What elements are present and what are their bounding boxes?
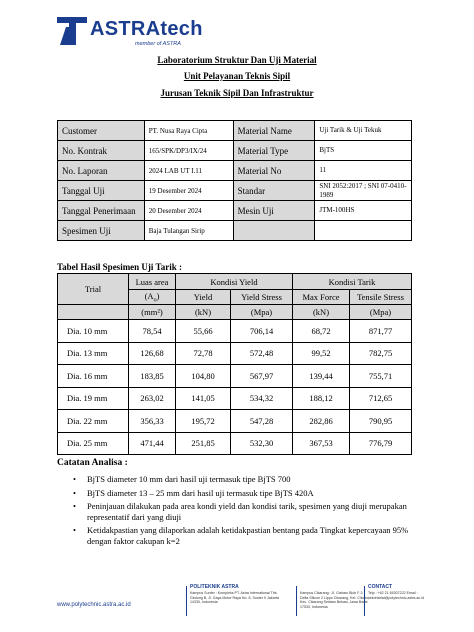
info-value: 11 — [315, 161, 412, 181]
cell-yield: 195,72 — [176, 410, 231, 433]
info-label: Spesimen Uji — [58, 221, 145, 241]
cell-yield-stress: 534,32 — [231, 387, 293, 410]
info-row — [58, 221, 412, 241]
info-table — [57, 120, 412, 241]
header-yield-group: Kondisi Yield — [176, 274, 293, 290]
cell-trial: Dia. 16 mm — [58, 365, 129, 388]
info-row — [58, 201, 412, 221]
info-label: Mesin Uji — [233, 201, 315, 221]
info-row — [58, 181, 412, 201]
bullet-icon: • — [73, 474, 76, 484]
cell-yield-stress: 567,97 — [231, 365, 293, 388]
cell-yield-stress: 572,48 — [231, 342, 293, 365]
info-row — [58, 121, 412, 141]
cell-max-force: 99,52 — [293, 342, 350, 365]
footer-cikarang — [300, 584, 370, 609]
header-unit-tensile-stress: (Mpa) — [350, 305, 412, 320]
footer-divider — [186, 586, 187, 616]
astratech-logo — [57, 14, 203, 48]
cell-area: 263,02 — [129, 387, 176, 410]
cell-tensile-stress: 776,79 — [350, 432, 412, 455]
header-area-label: Luas area — [135, 277, 169, 287]
info-value — [315, 221, 412, 241]
cell-yield: 72,78 — [176, 342, 231, 365]
note-text: Ketidakpastian yang dilaporkan adalah ketidakpastian bentang pada Tingkat kepercayaan 95% dengan faktor cakupan k=2 — [87, 525, 409, 546]
cell-yield: 141,05 — [176, 387, 231, 410]
notes-title: Catatan Analisa : — [57, 458, 128, 468]
list-item — [73, 488, 413, 499]
cell-yield: 104,80 — [176, 365, 231, 388]
cell-max-force: 367,53 — [293, 432, 350, 455]
cell-yield-stress: 706,14 — [231, 320, 293, 343]
header-area — [129, 274, 176, 290]
header-unit-yield: (kN) — [176, 305, 231, 320]
header-tensile-group: Kondisi Tarik — [293, 274, 412, 290]
area-symbol: (A — [144, 290, 154, 301]
unit-title: Unit Pelayanan Teknis Sipil — [183, 71, 291, 81]
cell-yield-stress: 547,28 — [231, 410, 293, 433]
header-trial: Trial — [58, 274, 129, 305]
list-item — [73, 525, 413, 546]
cell-tensile-stress: 755,71 — [350, 365, 412, 388]
cell-tensile-stress: 712,65 — [350, 387, 412, 410]
brand-name: ASTRAtech — [90, 18, 203, 40]
cell-tensile-stress: 790,95 — [350, 410, 412, 433]
info-label: Tanggal Penerimaan — [58, 201, 145, 221]
cell-area: 126,68 — [129, 342, 176, 365]
list-item — [73, 501, 413, 522]
cell-yield: 55,66 — [176, 320, 231, 343]
header-unit-yield-stress: (Mpa) — [231, 305, 293, 320]
info-value: 165/SPK/DP3/IX/24 — [144, 141, 233, 161]
table-row — [58, 432, 412, 455]
footer — [0, 584, 474, 632]
footer-contact-title: CONTACT — [368, 584, 393, 590]
bullet-icon: • — [73, 501, 76, 511]
cell-trial: Dia. 19 mm — [58, 387, 129, 410]
header-tensile-stress: Tensile Stress — [350, 290, 412, 305]
cell-tensile-stress: 871,77 — [350, 320, 412, 343]
info-value: 20 Desember 2024 — [144, 201, 233, 221]
info-label: Tanggal Uji — [58, 181, 145, 201]
lab-title: Laboratorium Struktur Dan Uji Material — [157, 55, 317, 65]
header-unit-max-force: (kN) — [293, 305, 350, 320]
cell-max-force: 188,12 — [293, 387, 350, 410]
note-text: Peninjauan dilakukan pada area kondi yield dan kondisi tarik, spesimen yang diuji merupakan representatif dari yang diuji — [87, 501, 407, 522]
footer-contact-text: Telp : +62 21 65307222 Email : sekretariat@polytechnic.astra.ac.id — [368, 591, 424, 600]
bullet-icon: • — [73, 487, 76, 498]
cell-area: 471,44 — [129, 432, 176, 455]
area-subscript: o — [153, 297, 157, 304]
area-close: ) — [156, 290, 160, 301]
info-label: No. Laporan — [58, 161, 145, 181]
cell-area: 356,33 — [129, 410, 176, 433]
info-value: BjTS — [315, 141, 412, 161]
info-label: Material Name — [233, 121, 315, 141]
info-label: Customer — [58, 121, 145, 141]
table-row — [58, 365, 412, 388]
department-title: Jurusan Teknik Sipil Dan Infrastruktur — [160, 88, 314, 98]
cell-area: 183,85 — [129, 365, 176, 388]
cell-trial: Dia. 25 mm — [58, 432, 129, 455]
footer-cikarang-spacer — [300, 584, 370, 591]
list-item — [73, 474, 413, 485]
results-table — [57, 273, 412, 455]
info-value: Baja Tulangan Sirip — [144, 221, 233, 241]
footer-divider — [296, 586, 297, 616]
info-value: Uji Tarik & Uji Tekuk — [315, 121, 412, 141]
cell-yield: 251,85 — [176, 432, 231, 455]
brand-tagline: member of ASTRA — [135, 41, 181, 47]
footer-cikarang-address: Kampus Cikarang : Jl. Gaharu Blok F-3 Delta Silicon 2 Lippo Cikarang, Kel. Cibatu, Kec. Cikarang Selatan Bekasi, Jawa Barat 17530, Indonesia — [300, 591, 369, 609]
cell-trial: Dia. 13 mm — [58, 342, 129, 365]
footer-url[interactable]: www.polytechnic.astra.ac.id — [57, 602, 131, 608]
info-label: No. Kontrak — [58, 141, 145, 161]
footer-contact — [368, 584, 438, 600]
info-value: 19 Desember 2024 — [144, 181, 233, 201]
header-area-symbol — [129, 290, 176, 305]
table-row — [58, 320, 412, 343]
info-label: Material No — [233, 161, 315, 181]
cell-max-force: 139,44 — [293, 365, 350, 388]
header-unit-trial — [58, 305, 129, 320]
results-table-title: Tabel Hasil Spesimen Uji Tarik : — [57, 262, 182, 272]
info-label — [233, 221, 315, 241]
note-text: BjTS diameter 10 mm dari hasil uji termasuk tipe BjTS 700 — [87, 474, 291, 484]
cell-max-force: 68,72 — [293, 320, 350, 343]
header-yield: Yield — [176, 290, 231, 305]
info-value: 2024 LAB UT I.11 — [144, 161, 233, 181]
notes-list — [73, 474, 413, 549]
footer-divider — [364, 586, 365, 616]
info-row — [58, 161, 412, 181]
bullet-icon: • — [73, 525, 76, 535]
info-label: Standar — [233, 181, 315, 201]
info-label: Material Type — [233, 141, 315, 161]
cell-trial: Dia. 22 mm — [58, 410, 129, 433]
cell-tensile-stress: 782,75 — [350, 342, 412, 365]
info-value: JTM-100HS — [315, 201, 412, 221]
cell-max-force: 282,86 — [293, 410, 350, 433]
info-value: SNI 2052:2017 ; SNI 07-0410-1989 — [315, 181, 412, 201]
cell-area: 78,54 — [129, 320, 176, 343]
note-text: BjTS diameter 13 – 25 mm dari hasil uji termasuk tipe BjTS 420A — [87, 487, 314, 498]
footer-org-name: POLITEKNIK ASTRA — [190, 584, 239, 590]
cell-yield-stress: 532,30 — [231, 432, 293, 455]
header-unit-area: (mm²) — [129, 305, 176, 320]
table-row — [58, 342, 412, 365]
table-row — [58, 410, 412, 433]
footer-sunter-address: Kampus Sunter : Kompleks PT. Astra International Tbk. Gedung B, Jl. Gaya Motor Raya No. 8, Sunter II Jakarta 14330, Indonesia — [190, 591, 279, 605]
info-row — [58, 141, 412, 161]
table-row — [58, 387, 412, 410]
header-yield-stress: Yield Stress — [231, 290, 293, 305]
header-max-force: Max Force — [293, 290, 350, 305]
cell-trial: Dia. 10 mm — [58, 320, 129, 343]
astra-logo-icon — [57, 17, 87, 45]
footer-sunter — [190, 584, 290, 605]
info-value: PT. Nusa Raya Cipta — [144, 121, 233, 141]
